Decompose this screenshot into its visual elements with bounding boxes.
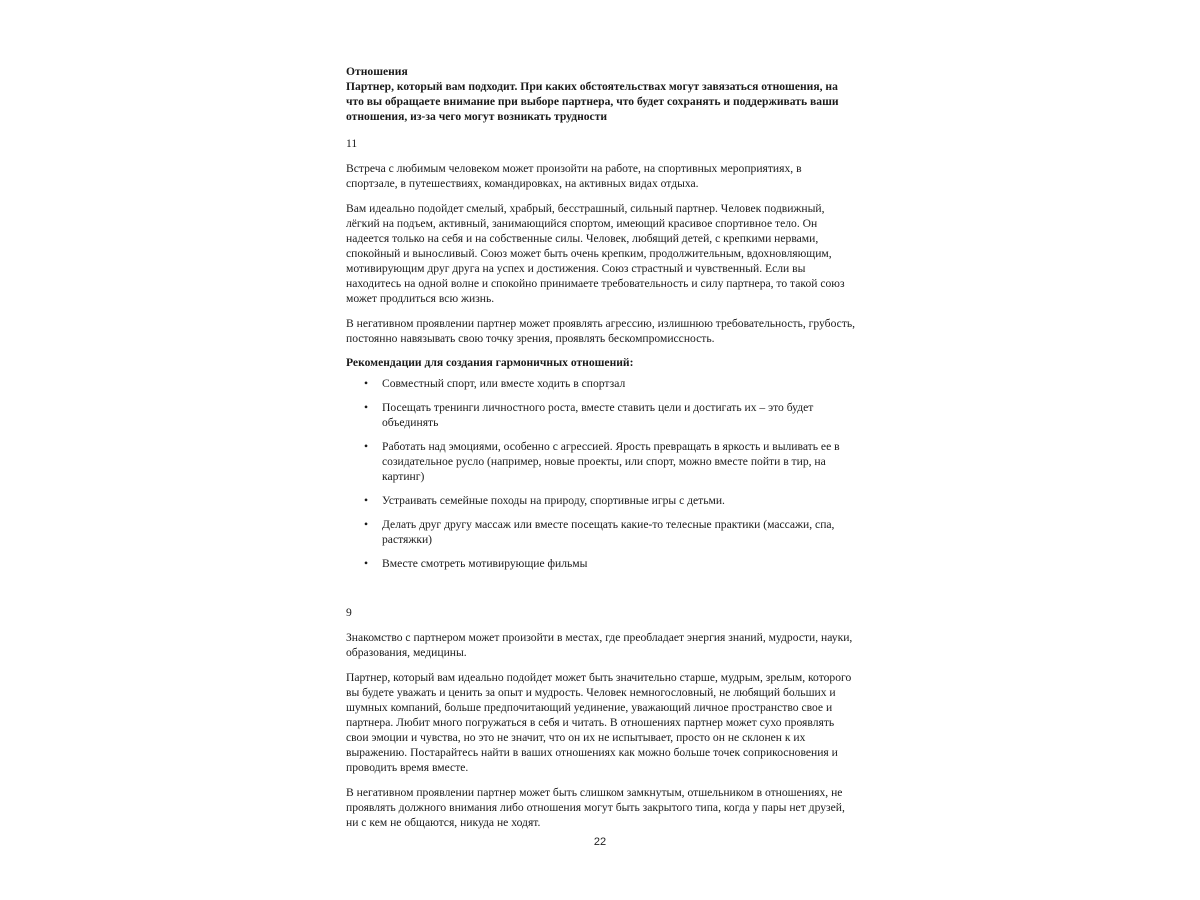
list-item	[346, 376, 856, 391]
paragraph: Вам идеально подойдет смелый, храбрый, бесстрашный, сильный партнер. Человек подвижный, лёгкий на подъем, активный, занимающийся спортом, имеющий красивое спортивное тело. Он надеется только на себя и на собственные силы. Человек, любящий детей, с крепкими нервами, спокойный и выносливый. Союз может быть очень крепким, продолжительным, вдохновляющим, мотивирующим друг друга на успех и достижения. Союз страстный и чувственный. Если вы находитесь на одной волне и спокойно принимаете требовательность и силу партнера, то такой союз может продлиться всю жизнь.	[346, 202, 845, 305]
section-heading: Отношения	[346, 65, 408, 78]
paragraph: В негативном проявлении партнер может проявлять агрессию, излишнюю требовательность, грубость, постоянно навязывать свою точку зрения, проявлять бескомпромиссность.	[346, 317, 856, 345]
recommendations-list	[346, 376, 856, 571]
list-item	[346, 517, 856, 547]
list-item	[346, 493, 856, 508]
paragraph: Партнер, который вам идеально подойдет может быть значительно старше, мудрым, зрелым, которого вы будете уважать и ценить за опыт и мудрость. Человек немногословный, не любящий больших и шумных компаний, больше предпочитающий уединение, уважающий личное пространство свое и партнера. Любит много погружаться в себя и читать. В отношениях партнер может сухо проявлять свои эмоции и чувства, но это не значит, что он их не испытывает, просто он не склонен к их выражению. Постарайтесь найти в ваших отношениях как можно больше точек соприкосновения и проводить время вместе.	[346, 671, 852, 774]
bullet-icon: •	[364, 557, 369, 570]
list-item	[346, 556, 856, 571]
paragraph: Знакомство с партнером может произойти в местах, где преобладает энергия знаний, мудрости, науки, образования, медицины.	[346, 631, 853, 659]
list-item-text: Устраивать семейные походы на природу, спортивные игры с детьми.	[382, 494, 725, 507]
list-item-text: Посещать тренинги личностного роста, вместе ставить цели и достигать их – это будет объединять	[382, 401, 814, 429]
bullet-icon: •	[364, 401, 369, 414]
list-item-text: Работать над эмоциями, особенно с агрессией. Ярость превращать в яркость и выливать ее в созидательное русло (например, новые проекты, или спорт, можно вместе пойти в тир, на картинг)	[382, 440, 840, 483]
page-number: 22	[593, 836, 607, 848]
document-page	[346, 64, 856, 830]
bullet-icon: •	[364, 494, 369, 507]
paragraph: Встреча с любимым человеком может произойти на работе, на спортивных мероприятиях, в спортзале, в путешествиях, командировках, на активных видах отдыха.	[346, 162, 802, 190]
bullet-icon: •	[364, 377, 369, 390]
paragraph: В негативном проявлении партнер может быть слишком замкнутым, отшельником в отношениях, не проявлять должного внимания либо отношения могут быть закрытого типа, когда у пары нет друзей, ни с кем не общаются, никуда не ходят.	[346, 786, 845, 829]
bullet-icon: •	[364, 518, 369, 531]
section-question: Партнер, который вам подходит. При каких обстоятельствах могут завязаться отношения, на что вы обращаете внимание при выборе партнера, что будет сохранять и поддерживать ваши отношения, из-за чего могут возникать трудности	[346, 80, 839, 123]
list-item-text: Вместе смотреть мотивирующие фильмы	[382, 557, 588, 570]
section-number-11: 11	[346, 137, 358, 150]
bullet-icon: •	[364, 440, 369, 453]
list-item	[346, 439, 856, 484]
list-item	[346, 400, 856, 430]
recommendations-title: Рекомендации для создания гармоничных отношений:	[346, 356, 634, 369]
section-number-9: 9	[346, 606, 352, 619]
list-item-text: Делать друг другу массаж или вместе посещать какие-то телесные практики (массажи, спа, растяжки)	[382, 518, 835, 546]
list-item-text: Совместный спорт, или вместе ходить в спортзал	[382, 377, 626, 390]
